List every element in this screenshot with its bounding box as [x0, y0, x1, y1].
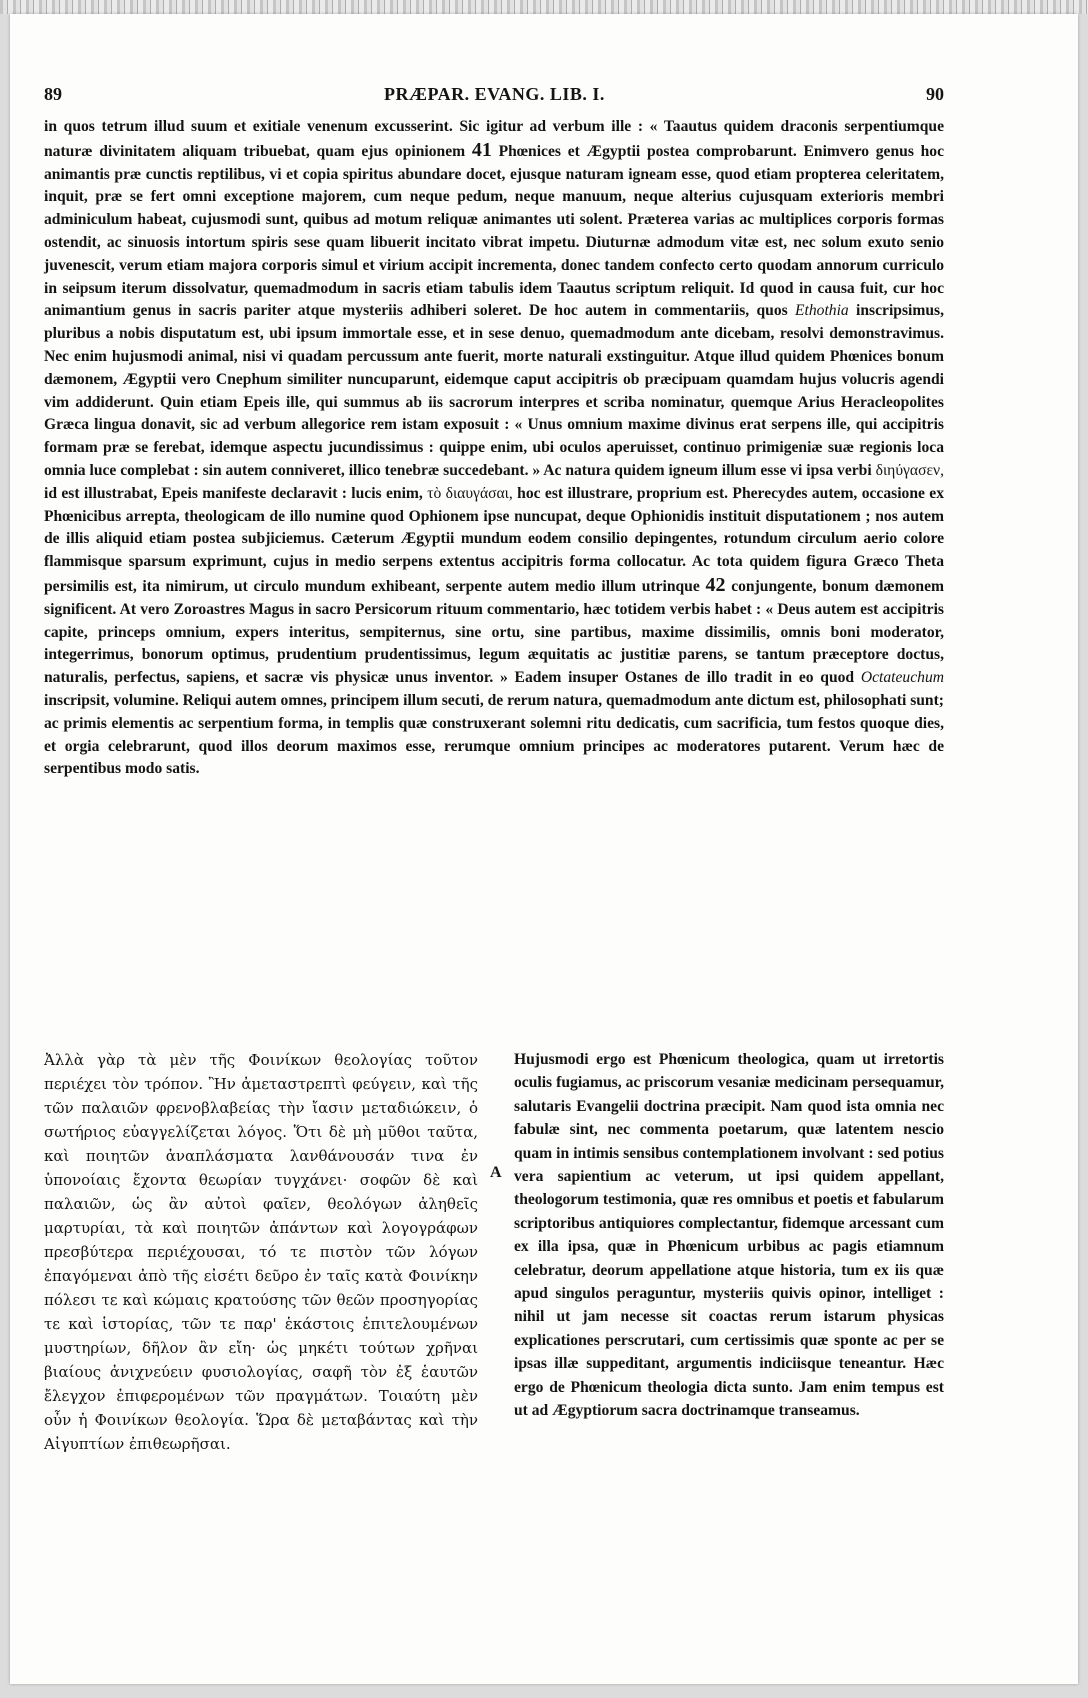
greek-paragraph: Ἀλλὰ γὰρ τὰ μὲν τῆς Φοινίκων θεολογίας τοῦτον περιέχει τὸν τρόπον. Ἢν ἀμεταστρεπτὶ φεύγειν, καὶ τῆς τῶν παλαιῶν φρενοβλαβείας τὴν ἴασιν μεταδιώκειν, ὁ σωτήριος εὐαγγελίζεται λόγος. Ὅτι δὲ μὴ μῦθοι ταῦτα, καὶ ποιητῶν ἀναπλάσματα λανθάνουσάν τινα ἐν ὑπονοίαις ἔχοντα θεωρίαν τυγχάνει· σοφῶν δὲ καὶ παλαιῶν, ὡς ἂν αὐτοὶ φαῖεν, θεολόγων ἀληθεῖς μαρτυρίαι, τὰ καὶ ποιητῶν ἁπάντων καὶ λογογράφων πρεσβύτερα περιέχουσαι, τό τε πιστὸν τῶν λόγων ἐπαγόμεναι ἀπὸ τῆς εἰσέτι δεῦρο ἐν ταῖς κατὰ Φοινίκην πόλεσι τε καὶ κώμαις κρατούσης τῶν θεῶν προσηγορίας τε καὶ ἱστορίας, τῶν τε παρ' ἑκάστοις ἐπιτελουμένων μυστηρίων, δῆλον ἂν εἴη· ὡς μηκέτι τούτων χρῆναι βιαίους ἀνιχνεύειν φυσιολογίας, σαφῆ τὸν ἐξ ἑαυτῶν ἔλεγχον ἐπιφερομένων τῶν πραγμάτων. Τοιαύτη μὲν οὖν ἡ Φοινίκων θεολογία. Ὥρα δὲ μεταβάντας καὶ τὴν Αἰγυπτίων ἐπιθεωρῆσαι.	[44, 1051, 478, 1453]
text-segment: inscripsit, volumine. Reliqui autem omnes, principem illum secuti, de rerum natura, quemadmodum ante dictum est, philosophati sunt; ac primis elementis ac serpentium forma, in templis quæ construxerant solemni ritu dedicatis, cum sacrificia, tum festos quoque dies, et orgia celebrarunt, quod illos deorum maximos esse, rerumque omnium principes ac moderatores putarent. Verum hæc de serpentibus modo satis.	[44, 691, 944, 778]
text-segment: hoc est illustrare, proprium est. Pherecydes autem, occasione ex Phœnicibus arrepta, theologicam de illo numine quod Ophionem ipse nuncupat, deque Ophionidis instituit disputationem ; nos autem de illis aliquid etiam postea subjiciemus. Cæterum Ægyptii mundum eodem consilio depingentes, rotundum circulum aerio colore flammisque sparsum exprimunt, cujus in medio serpens extentus accipitris forma collocatur. Ac tota quidem figura Græco Theta persimilis est, ita nimirum, ut circulo mundum exhibeant, serpente autem medio illum utrinque	[44, 484, 944, 595]
marginal-section-number: 41	[471, 138, 492, 161]
greek-word: διηύγασεν,	[875, 461, 945, 479]
page-number-right: 90	[926, 84, 944, 104]
running-title: PRÆPAR. EVANG. LIB. I.	[384, 84, 605, 104]
page-number-left: 89	[44, 84, 62, 104]
main-latin-paragraph	[44, 116, 944, 781]
italic-title: Ethothia	[795, 302, 849, 320]
scan-edge-noise	[0, 0, 1088, 14]
side-marker: A	[490, 1164, 502, 1181]
running-header	[44, 84, 944, 112]
text-segment: id est illustrabat, Epeis manifeste declaravit : lucis enim,	[44, 484, 423, 502]
latin-paragraph: Hujusmodi ergo est Phœnicum theologica, quam ut irretortis oculis fugiamus, ac priscorum vesaniæ medicinam persequamur, salutaris Evangelii doctrina præcipit. Nam quod ista omnia nec fabulæ sint, nec commenta poetarum, quæ latentem nescio quam in intimis sensibus contemplationem involvant : sed potius vera sapientium ac veterum, ut ipsi quidem appellant, theologorum testimonia, quæ res omnibus et poetis et fabularum scriptoribus antiquiores complectantur, fidemque arcessant cum ex illa ipsa, quæ in Phœnicum urbibus ac pagis etiamnum celebratur, deorum appellatione atque historia, tum ex iis quæ apud singulos peraguntur, mysteriis quivis opinor, intelliget : nihil ut jam necesse sit coactas rerum istarum physicas explicationes perscrutari, cum certissimis quæ sponte ac per se ipsas illæ suppeditant, argumentis indiciisque teneantur. Hæc ergo de Phœnicum theologia dicta sunto. Jam enim tempus est ut ad Ægyptiorum sacra doctrinamque transeamus.	[514, 1051, 944, 1420]
marginal-section-number: 42	[705, 573, 726, 596]
greek-word: τὸ διαυγάσαι,	[427, 484, 513, 502]
greek-column	[44, 1048, 478, 1456]
paragraph-body	[44, 116, 944, 781]
italic-title: Octateuchum	[860, 669, 944, 687]
latin-translation-column	[514, 1048, 944, 1423]
text-segment: Phœnices et Ægyptii postea comprobarunt. Enimvero genus hoc animantis præ cunctis reptilibus, vi et copia spiritus abundare docet, ejusque naturam igneam esse, quod etiam propterea celeritatem, inquit, præ se fert omni exceptione majorem, cum neque pedum, neque manuum, neque alterius cujusquam exterioris membri adminiculum habeat, cujusmodi sunt, quibus ad motum reliquæ animantes uti solent. Præterea varias ac multiplices corporis formas ostendit, ac sinuosis intortum spiris sese quam libuerit incitato vibrat impetu. Diuturnæ admodum vitæ est, nec solum exuto senio juvenescit, verum etiam majora corporis simul et virium accipit incrementa, donec tandem confecto certo quodam annorum curriculo in seipsum iterum dissolvatur, quemadmodum in sacris etiam tabulis idem Taautus scriptum reliquit. Id quod in causa fuit, cur hoc animantium genus in sacris pariter atque mysteriis adhiberi soleret. De hoc autem in commentariis, quos	[44, 142, 945, 320]
text-segment: conjungente, bonum dæmonem significent. At vero Zoroastres Magus in sacro Persicorum rituum commentario, hæc totidem verbis habet : « Deus autem est accipitris capite, princeps omnium, expers interitus, sempiternus, sine ortu, sine partibus, maxime dissimilis, omnis boni moderator, integerrimus, bonorum optimus, prudentium prudentissimus, legum æquitatis ac justitiæ parens, se tantum præceptore doctus, naturalis, perfectus, sapiens, et sacræ vis physicæ unus inventor. » Eadem insuper Ostanes de illo tradit in eo quod	[44, 577, 945, 687]
text-segment: inscripsimus, pluribus a nobis disputatum est, ubi ipsum immortale esse, et in sese denuo, quemadmodum ante dicebam, resolvi demonstravimus. Nec enim hujusmodi animal, nisi vi quadam percussum ante fuerit, morte naturali exstinguitur. Atque illud quidem Phœnices bonum dæmonem, Ægyptii vero Cnephum similiter nuncuparunt, eidemque caput accipitris ob præcipuam quamdam hujus volucris agendi vim addiderunt. Quin etiam Epeis ille, qui summus ab iis sacrorum interpres et scriba nominatur, quemque Arius Heracleopolites Græca lingua donavit, sic ad verbum allegorice rem istam exposuit : « Unus omnium maxime divinus erat serpens ille, qui accipitris formam præ se ferebat, idemque aspectu jucundissimus : quippe enim, ubi oculos aperuisset, continuo primigeniæ suæ regionis loca omnia luce complebat : sin autem conniveret, illico tenebræ succedebant. » Ac natura quidem igneum illum esse vi ipsa verbi	[44, 302, 944, 479]
text-segment: in quos tetrum illud suum et exitiale venenum excusserint. Sic igitur ad verbum ille : « Taautus quidem draconis serpentiumque naturæ divinitatem aliquam tribuebat, quam ejus opinionem	[44, 118, 944, 160]
